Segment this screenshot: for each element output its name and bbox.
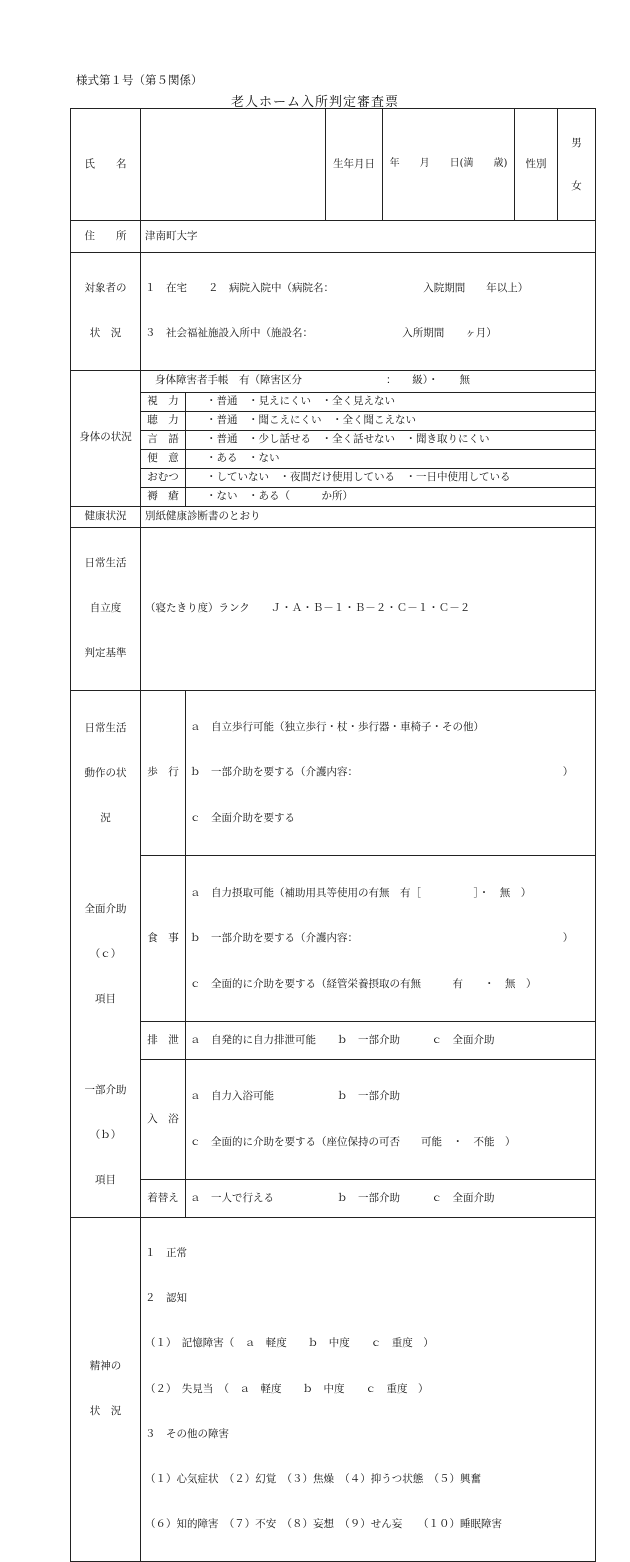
adl-row	[71, 856, 596, 1022]
hearing-options[interactable]: ・普通 ・聞こえにくい ・全く聞こえない	[186, 411, 596, 430]
mental-label-line-2: 状 況	[89, 1405, 122, 1418]
sex-label: 性別	[515, 109, 558, 221]
eating-options[interactable]	[186, 856, 596, 1022]
health-field[interactable]: 別紙健康診断書のとおり	[141, 506, 596, 527]
bathing-label: 入 浴	[141, 1059, 186, 1179]
eating-label: 食 事	[141, 856, 186, 1022]
bedsore-label: 褥 瘡	[141, 487, 186, 506]
diaper-options[interactable]: ・していない ・夜間だけ使用している ・一日中使用している	[186, 468, 596, 487]
adl-label-line	[75, 855, 136, 874]
walking-option-a: ａ 自立歩行可能（独立歩行・杖・歩行器・車椅子・その他）	[190, 721, 484, 734]
walking-options[interactable]	[186, 690, 596, 856]
mental-line: １ 正常	[145, 1246, 187, 1259]
physical-row	[71, 411, 596, 430]
diaper-label: おむつ	[141, 468, 186, 487]
speech-options[interactable]: ・普通 ・少し話せる ・全く話せない ・聞き取りにくい	[186, 430, 596, 449]
independence-label-line-3: 判定基準	[84, 647, 127, 660]
mental-line: ３ その他の障害	[145, 1427, 229, 1440]
mental-line: （１） 記憶障害（ ａ 軽度 ｂ 中度 ｃ 重度 ）	[145, 1337, 434, 1350]
dressing-label: 着替え	[141, 1179, 186, 1217]
eating-option-b: ｂ 一部介助を要する（介護内容： ）	[190, 932, 574, 945]
adl-row	[71, 1059, 596, 1179]
adl-label-line	[75, 1036, 136, 1055]
sex-option-male[interactable]: 男	[571, 137, 582, 150]
adl-label-line: （ｃ）	[89, 948, 122, 960]
eating-option-c: ｃ 全面的に介助を要する（経管栄養摂取の有無 有 ・ 無 ）	[190, 977, 537, 990]
address-row	[71, 220, 596, 252]
disability-certificate-field[interactable]: 身体障害者手帳 有（障害区分 ： 級）・ 無	[141, 370, 596, 392]
mental-label-line-1: 精神の	[89, 1359, 122, 1372]
physical-row	[71, 449, 596, 468]
adl-label-line: 日常生活	[84, 721, 127, 734]
physical-row	[71, 430, 596, 449]
adl-row	[71, 1022, 596, 1060]
walking-label: 歩 行	[141, 690, 186, 856]
adl-row	[71, 1179, 596, 1217]
mental-label	[71, 1217, 141, 1561]
walking-option-b: ｂ 一部介助を要する（介護内容： ）	[190, 766, 574, 779]
name-label: 氏 名	[71, 109, 141, 221]
bowel-sense-label: 便 意	[141, 449, 186, 468]
adl-label-line: 況	[100, 812, 111, 825]
vision-options[interactable]: ・普通 ・見えにくい ・全く見えない	[186, 392, 596, 411]
target-row	[71, 252, 596, 370]
target-label-line-1: 対象者の	[84, 282, 127, 294]
target-line-2: ３ 社会福祉施設入所中（施設名： 入所期間 ヶ月）	[145, 327, 497, 340]
form-number: 様式第１号（第５関係）	[76, 73, 203, 87]
adl-label-line: 一部介助	[84, 1083, 127, 1096]
sex-option-female[interactable]: 女	[571, 179, 582, 192]
target-label	[71, 252, 141, 370]
target-label-line-2: 状 況	[89, 327, 122, 340]
adl-label-line: （ｂ）	[89, 1129, 122, 1141]
mental-row	[71, 1217, 596, 1561]
physical-row	[71, 468, 596, 487]
name-field[interactable]	[141, 109, 326, 221]
adl-label-line: 動作の状	[84, 767, 127, 779]
birth-label: 生年月日	[326, 109, 383, 221]
target-field[interactable]	[141, 252, 596, 370]
health-row	[71, 506, 596, 527]
adl-label-line: 項目	[95, 1174, 116, 1187]
physical-row	[71, 392, 596, 411]
independence-label-line-2: 自立度	[89, 602, 122, 614]
dressing-options[interactable]: ａ 一人で行える ｂ 一部介助 ｃ 全面介助	[186, 1179, 596, 1217]
header-row	[71, 109, 596, 221]
adl-label-line: 項目	[95, 993, 116, 1006]
independence-label	[71, 527, 141, 690]
independence-row	[71, 527, 596, 690]
bathing-options[interactable]	[186, 1059, 596, 1179]
toileting-label: 排 泄	[141, 1022, 186, 1060]
address-field[interactable]: 津南町大字	[141, 220, 596, 252]
vision-label: 視 力	[141, 392, 186, 411]
mental-options[interactable]	[141, 1217, 596, 1561]
mental-line: （１）心気症状 （２）幻覚 （３）焦燥 （４）抑うつ状態 （５）興奮	[145, 1473, 481, 1485]
target-line-1: １ 在宅 ２ 病院入院中（病院名： 入院期間 年以上）	[145, 282, 529, 294]
independence-rank-field[interactable]: （寝たきり度）ランク Ｊ・Ａ・Ｂ－１・Ｂ－２・Ｃ－１・Ｃ－２	[141, 527, 596, 690]
mental-line: ２ 認知	[145, 1292, 187, 1304]
bedsore-options[interactable]: ・ない ・ある（ か所）	[186, 487, 596, 506]
physical-certificate-row	[71, 370, 596, 392]
independence-label-line-1: 日常生活	[84, 556, 127, 569]
health-label: 健康状況	[71, 506, 141, 527]
assessment-table	[70, 108, 596, 1562]
bathing-option-a: ａ 自力入浴可能 ｂ 一部介助	[190, 1090, 400, 1103]
bathing-option-c: ｃ 全面的に介助を要する（座位保持の可否 可能 ・ 不能 ）	[190, 1135, 516, 1148]
walking-option-c: ｃ 全面介助を要する	[190, 811, 295, 824]
physical-row	[71, 487, 596, 506]
adl-label-line: 全面介助	[84, 902, 127, 915]
mental-line: （２） 失見当 （ ａ 軽度 ｂ 中度 ｃ 重度 ）	[145, 1382, 429, 1395]
physical-label: 身体の状況	[71, 370, 141, 506]
hearing-label: 聴 力	[141, 411, 186, 430]
address-label: 住 所	[71, 220, 141, 252]
adl-row	[71, 690, 596, 856]
bowel-sense-options[interactable]: ・ある ・ない	[186, 449, 596, 468]
page-title: 老人ホーム入所判定審査票	[230, 95, 399, 110]
speech-label: 言 語	[141, 430, 186, 449]
mental-line: （６）知的障害 （７）不安 （８）妄想 （９）せん妄 （１０）睡眠障害	[145, 1518, 502, 1531]
birth-field[interactable]: 年 月 日(満 歳)	[383, 109, 515, 221]
adl-label	[71, 690, 141, 1217]
sex-options[interactable]	[558, 109, 596, 221]
eating-option-a: ａ 自力摂取可能（補助用具等使用の有無 有［ ］・ 無 ）	[190, 887, 532, 900]
toileting-options[interactable]: ａ 自発的に自力排泄可能 ｂ 一部介助 ｃ 全面介助	[186, 1022, 596, 1060]
